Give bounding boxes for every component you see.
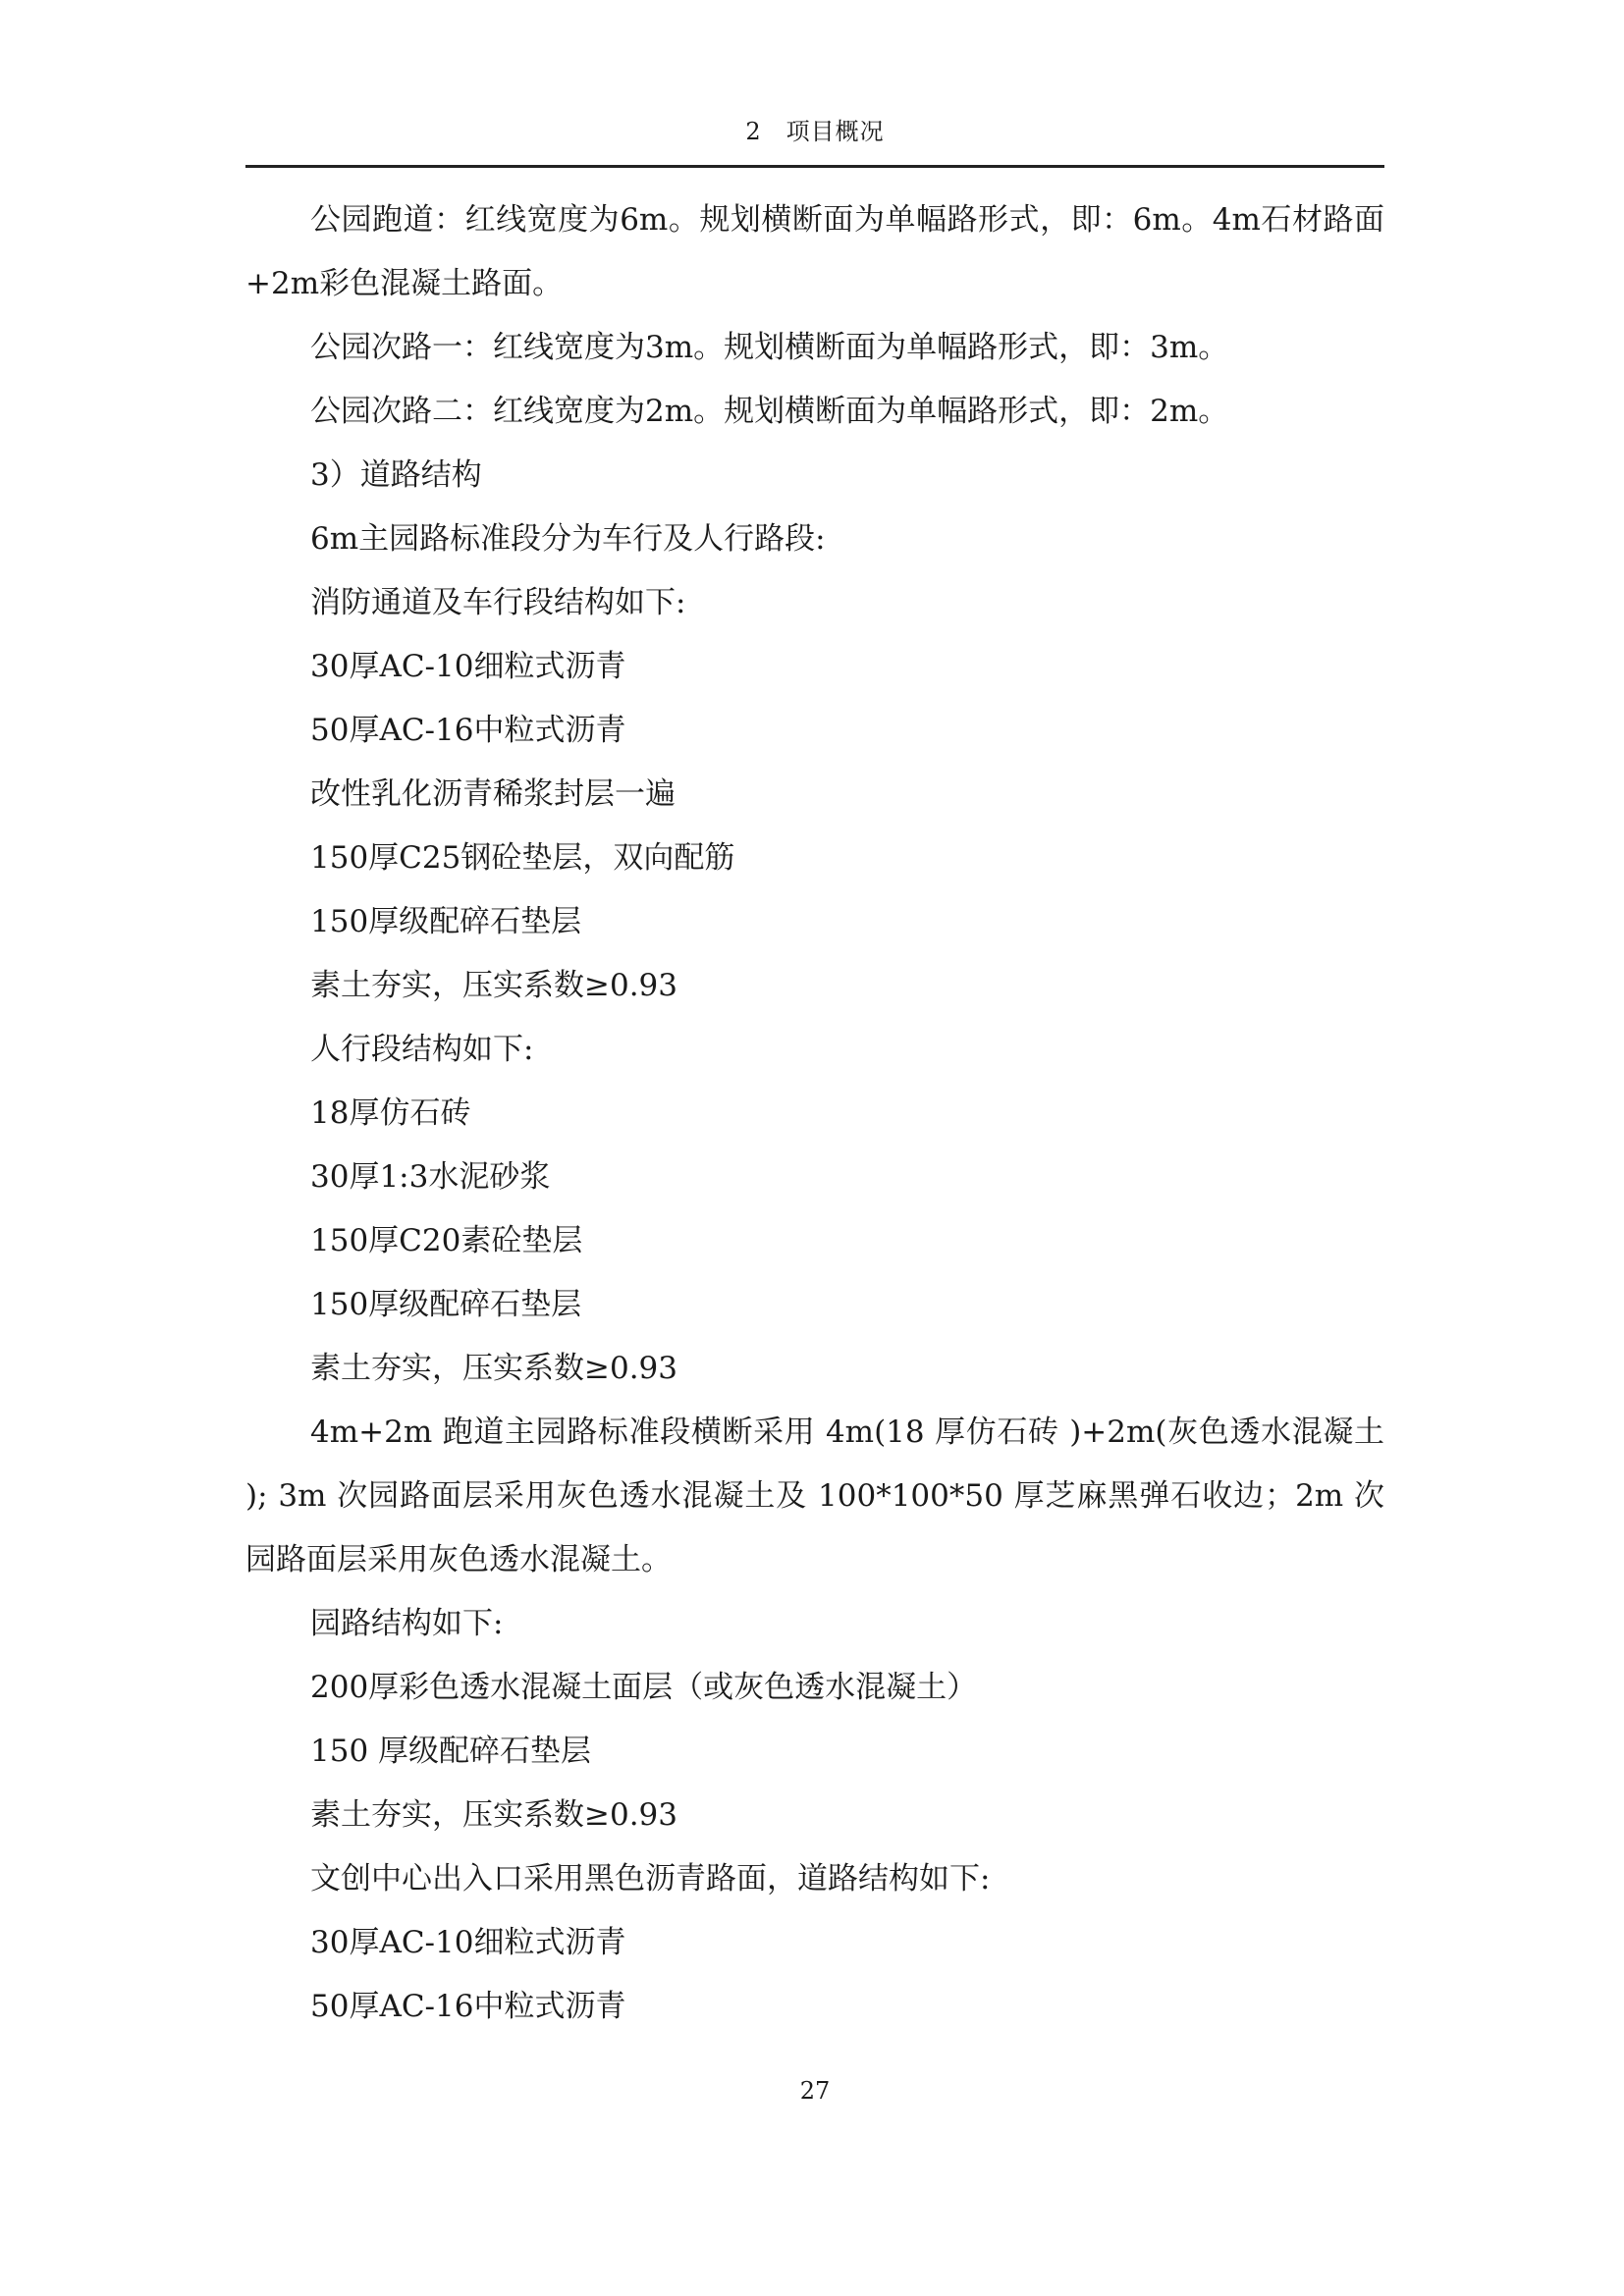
list-item: 素土夯实，压实系数≥0.93: [310, 968, 677, 1003]
paragraph-garden-road-structure-heading: 园路结构如下:: [310, 1606, 504, 1641]
list-item: 150 厚级配碎石垫层: [310, 1734, 592, 1769]
list-item: 150厚C20素砼垫层: [310, 1223, 583, 1258]
list-item: 30厚1:3水泥砂浆: [310, 1159, 551, 1195]
list-item: 150厚C25钢砼垫层，双向配筋: [310, 840, 735, 876]
list-item: 30厚AC-10细粒式沥青: [310, 1925, 626, 1960]
paragraph-park-runway: 公园跑道：红线宽度为6m。规划横断面为单幅路形式，即：6m。4m石材路面+2m彩色混凝土路面。: [245, 202, 1384, 301]
page-number: 27: [799, 2077, 831, 2105]
page-header-title: 2 项目概况: [745, 118, 885, 145]
paragraph-vehicle-structure-heading: 消防通道及车行段结构如下:: [310, 585, 686, 620]
list-item: 200厚彩色透水混凝土面层（或灰色透水混凝土）: [310, 1670, 978, 1705]
paragraph-secondary-road-1: 公园次路一：红线宽度为3m。规划横断面为单幅路形式，即：3m。: [310, 330, 1229, 365]
paragraph-entrance-structure-heading: 文创中心出入口采用黑色沥青路面，道路结构如下:: [310, 1861, 991, 1896]
list-item: 150厚级配碎石垫层: [310, 1287, 582, 1322]
paragraph-runway-cross-section: 4m+2m 跑道主园路标准段横断采用 4m(18 厚仿石砖 )+2m(灰色透水混凝土 ); 3m 次园路面层采用灰色透水混凝土及 100*100*50 厚芝麻黑弹石收边；2m 次园路面层采用灰色透水混凝土。: [245, 1415, 1384, 1577]
paragraph-pedestrian-structure-heading: 人行段结构如下:: [310, 1032, 534, 1067]
header-divider: [245, 165, 1384, 168]
list-item: 30厚AC-10细粒式沥青: [310, 649, 626, 684]
list-item: 18厚仿石砖: [310, 1095, 471, 1131]
document-body: [245, 188, 1384, 2039]
list-item: 150厚级配碎石垫层: [310, 904, 582, 939]
list-item: 素土夯实，压实系数≥0.93: [310, 1351, 677, 1386]
paragraph-main-road-intro: 6m主园路标准段分为车行及人行路段:: [310, 521, 826, 557]
list-item: 50厚AC-16中粒式沥青: [310, 1989, 626, 2024]
paragraph-secondary-road-2: 公园次路二：红线宽度为2m。规划横断面为单幅路形式，即：2m。: [310, 394, 1229, 429]
list-item: 50厚AC-16中粒式沥青: [310, 713, 626, 748]
list-item: 素土夯实，压实系数≥0.93: [310, 1797, 677, 1833]
list-item: 改性乳化沥青稀浆封层一遍: [310, 776, 676, 812]
section-heading-road-structure: 3）道路结构: [310, 457, 482, 493]
